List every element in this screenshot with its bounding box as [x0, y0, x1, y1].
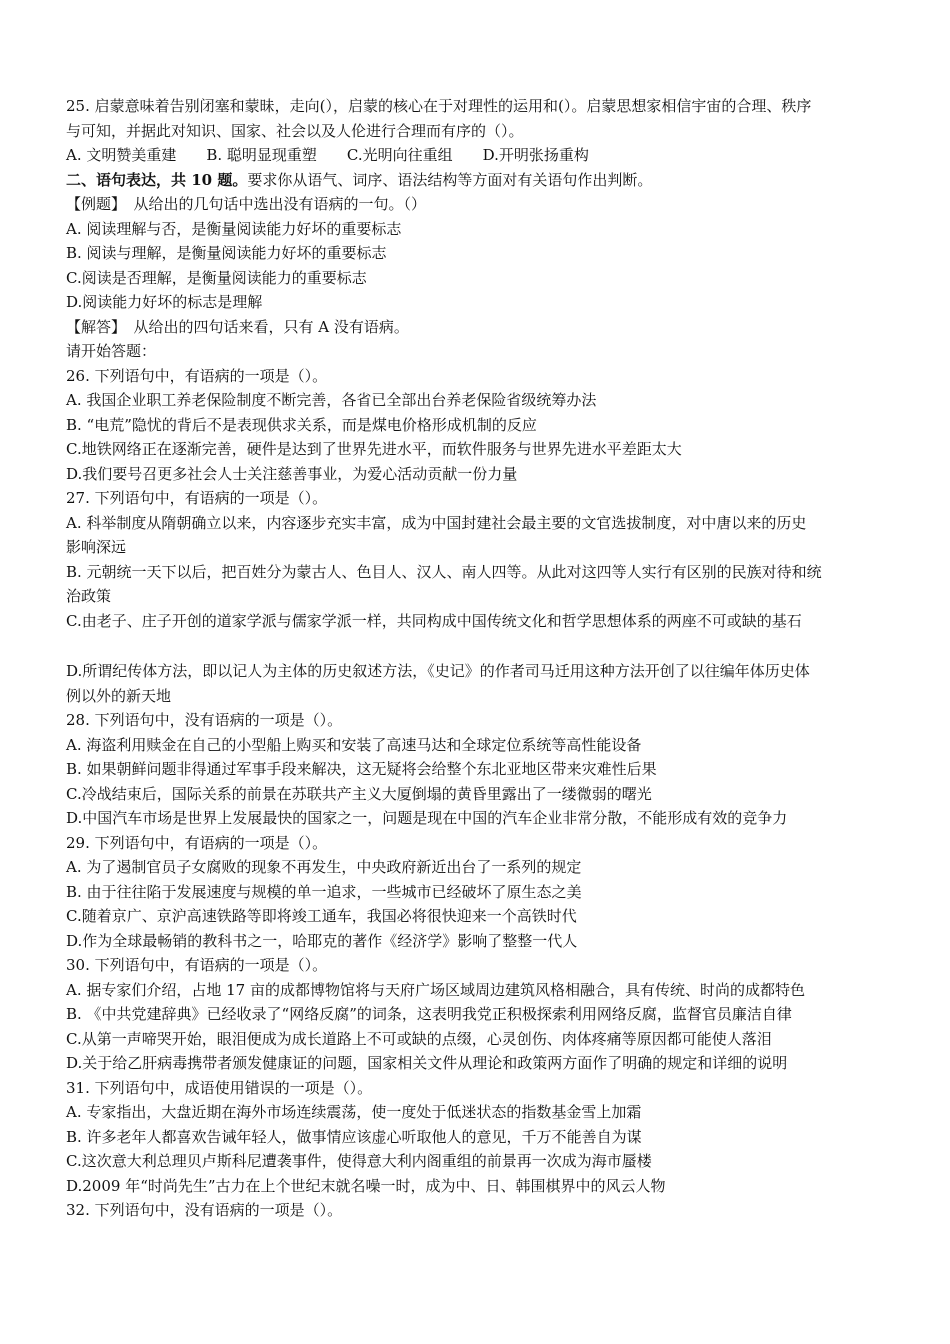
question-26-option-b: B. “电荒”隐忧的背后不是表现供求关系，而是煤电价格形成机制的反应	[66, 415, 537, 434]
answer-text: 从给出的四句话来看，只有 A 没有语病。	[118, 317, 409, 336]
question-27-option-c: C.由老子、庄子开创的道家学派与儒家学派一样，共同构成中国传统文化和哲学思想体系的两座不可或缺的基石	[66, 611, 802, 630]
question-26-option-a: A. 我国企业职工养老保险制度不断完善，各省已全部出台养老保险省级统筹办法	[66, 391, 597, 409]
question-27-stem: 27. 下列语句中，有语病的一项是（）。	[66, 489, 328, 507]
question-26-option-c: C.地铁网络正在逐渐完善，硬件是达到了世界先进水平，而软件服务与世界先进水平差距太大	[66, 440, 682, 458]
document-page	[66, 94, 896, 1223]
section-2-heading: 二、语句表达，共 10 题。	[66, 170, 248, 189]
question-28-option-d: D.中国汽车市场是世界上发展最快的国家之一，问题是现在中国的汽车企业非常分散，不能形成有效的竞争力	[66, 809, 788, 827]
question-31-option-d: D.2009 年“时尚先生”古力在上个世纪末就名噪一时，成为中、日、韩围棋界中的风云人物	[66, 1176, 666, 1195]
section-2-instruction: 要求你从语气、词序、语法结构等方面对有关语句作出判断。	[247, 170, 653, 189]
question-27-option-b-line-2: 治政策	[66, 587, 112, 605]
question-28-option-c: C.冷战结束后，国际关系的前景在苏联共产主义大厦倒塌的黄昏里露出了一缕微弱的曙光	[66, 784, 652, 803]
example-option-a: A. 阅读理解与否，是衡量阅读能力好坏的重要标志	[66, 219, 402, 238]
question-27-option-a-line-1: A. 科举制度从隋朝确立以来，内容逐步充实丰富，成为中国封建社会最主要的文官选拔制度，对中唐以来的历史	[66, 513, 807, 532]
start-prompt: 请开始答题：	[66, 342, 157, 360]
question-27-option-a-line-2: 影响深远	[66, 538, 127, 556]
question-25-options: A. 文明赞美重建 B. 聪明显现重塑 C.光明向往重组 D.开明张扬重构	[66, 146, 589, 164]
question-29-option-b: B. 由于往往陷于发展速度与规模的单一追求，一些城市已经破坏了原生态之美	[66, 882, 582, 901]
question-30-option-d: D.关于给乙肝病毒携带者颁发健康证的问题，国家相关文件从理论和政策两方面作了明确的规定和详细的说明	[66, 1054, 788, 1072]
section-2-header	[66, 168, 896, 193]
example-option-d: D.阅读能力好坏的标志是理解	[66, 293, 263, 311]
question-31-option-a: A. 专家指出，大盘近期在海外市场连续震荡，使一度处于低迷状态的指数基金雪上加霜	[66, 1103, 642, 1121]
question-31-option-b: B. 许多老年人都喜欢告诫年轻人，做事情应该虚心听取他人的意见，千万不能善自为谋	[66, 1127, 642, 1146]
example-label: 【例题】	[66, 195, 119, 213]
question-28-option-a: A. 海盗利用赎金在自己的小型船上购买和安装了高速马达和全球定位系统等高性能设备	[66, 735, 642, 754]
example-option-c: C.阅读是否理解，是衡量阅读能力的重要标志	[66, 268, 367, 287]
answer-label: 【解答】	[66, 317, 119, 336]
example-text: 从给出的几句话中选出没有语病的一句。（）	[118, 195, 427, 213]
question-30-option-b: B. 《中共党建辞典》已经收录了“网络反腐”的词条，这表明我党正积极探索利用网络反腐，监督官员廉洁自律	[66, 1005, 792, 1023]
example-answer	[66, 315, 896, 340]
example-option-b: B. 阅读与理解，是衡量阅读能力好坏的重要标志	[66, 244, 387, 262]
question-30-stem: 30. 下列语句中，有语病的一项是（）。	[66, 956, 328, 974]
question-28-option-b: B. 如果朝鲜问题非得通过军事手段来解决，这无疑将会给整个东北亚地区带来灾难性后果	[66, 760, 657, 778]
question-31-stem: 31. 下列语句中，成语使用错误的一项是（）。	[66, 1078, 373, 1097]
question-30-option-c: C.从第一声啼哭开始，眼泪便成为成长道路上不可或缺的点缀，心灵创伤、肉体疼痛等原因都可能使人落泪	[66, 1029, 772, 1048]
question-25-stem-line-2: 与可知，并据此对知识、国家、社会以及人伦进行合理而有序的（）。	[66, 121, 524, 140]
question-27-option-d-line-1: D.所谓纪传体方法，即以记人为主体的历史叙述方法，《史记》的作者司马迁用这种方法开创了以往编年体历史体	[66, 662, 810, 680]
question-29-option-c: C.随着京广、京沪高速铁路等即将竣工通车，我国必将很快迎来一个高铁时代	[66, 907, 577, 925]
question-31-option-c: C.这次意大利总理贝卢斯科尼遭袭事件，使得意大利内阁重组的前景再一次成为海市蜃楼	[66, 1152, 652, 1170]
question-29-option-a: A. 为了遏制官员子女腐败的现象不再发生，中央政府新近出台了一系列的规定	[66, 858, 582, 876]
question-29-stem: 29. 下列语句中，有语病的一项是（）。	[66, 833, 328, 852]
question-28-stem: 28. 下列语句中，没有语病的一项是（）。	[66, 711, 343, 729]
question-27-option-d-line-2: 例以外的新天地	[66, 686, 172, 705]
question-26-option-d: D.我们要号召更多社会人士关注慈善事业，为爱心活动贡献一份力量	[66, 464, 518, 483]
question-29-option-d: D.作为全球最畅销的教科书之一，哈耶克的著作《经济学》影响了整整一代人	[66, 931, 578, 950]
question-26-stem: 26. 下列语句中，有语病的一项是（）。	[66, 366, 328, 385]
question-32-stem: 32. 下列语句中，没有语病的一项是（）。	[66, 1201, 343, 1219]
example-question	[66, 192, 896, 217]
question-25-stem-line-1: 25. 启蒙意味着告别闭塞和蒙昧，走向(），启蒙的核心在于对理性的运用和(）。启蒙思想家相信宇宙的合理、秩序	[66, 97, 812, 115]
blank-line	[66, 633, 896, 659]
question-27-option-b-line-1: B. 元朝统一天下以后，把百姓分为蒙古人、色目人、汉人、南人四等。从此对这四等人实行有区别的民族对待和统	[66, 562, 822, 581]
question-30-option-a: A. 据专家们介绍，占地 17 亩的成都博物馆将与天府广场区域周边建筑风格相融合，具有传统、时尚的成都特色	[66, 980, 805, 999]
